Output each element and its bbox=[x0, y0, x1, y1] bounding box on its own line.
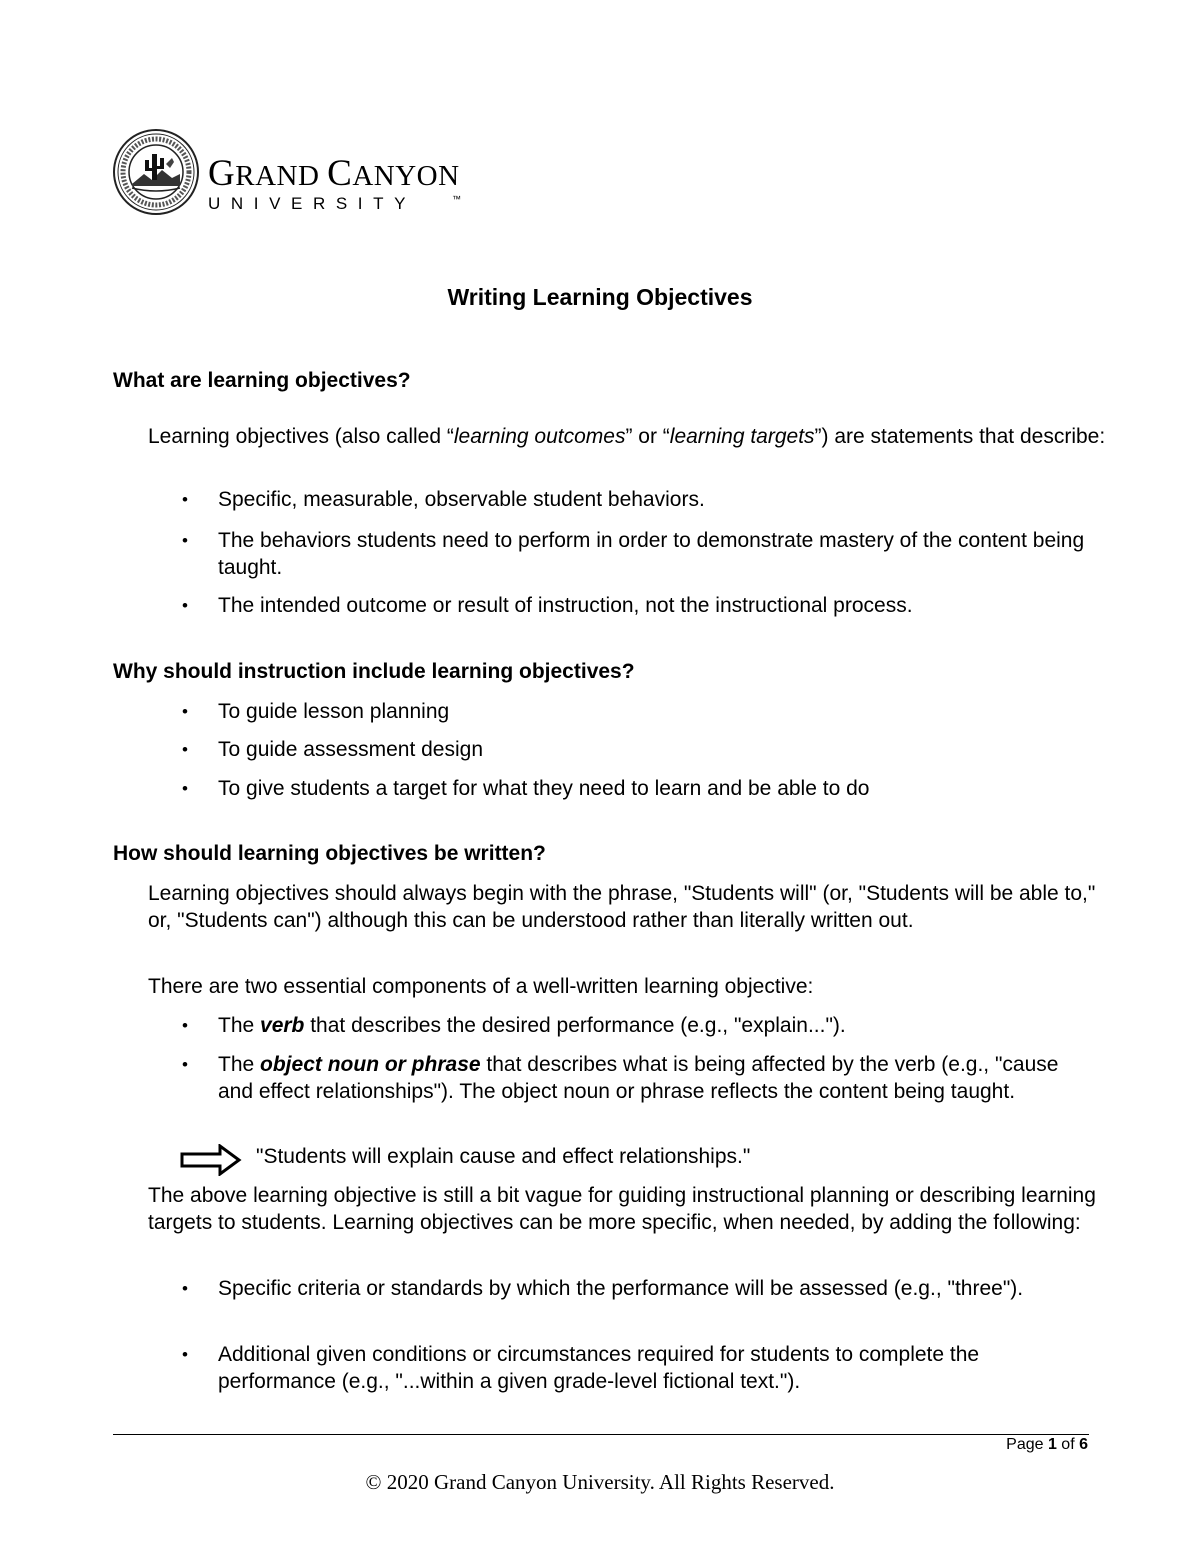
list-item: The verb that describes the desired performance (e.g., "explain..."). bbox=[218, 1014, 846, 1037]
bullet-icon: • bbox=[182, 1279, 188, 1298]
bullet-icon: • bbox=[182, 1055, 188, 1074]
university-name-wordmark: GRAND CANYON bbox=[208, 153, 460, 194]
right-arrow-icon bbox=[180, 1144, 242, 1176]
list-item: The behaviors students need to perform in order to demonstrate mastery of the content being taught. bbox=[218, 529, 1085, 579]
footer-divider bbox=[113, 1434, 1089, 1435]
list-item: Specific criteria or standards by which the performance will be assessed (e.g., "three"). bbox=[218, 1277, 1024, 1300]
trademark-symbol: ™ bbox=[452, 194, 461, 204]
paragraph: Learning objectives should always begin with the phrase, "Students will" (or, "Students will be able to," or, "Students can") although this can be understood rather than literally written out. bbox=[148, 882, 1096, 932]
bullet-icon: • bbox=[182, 779, 188, 798]
section-heading-what: What are learning objectives? bbox=[113, 369, 411, 392]
page-number: Page 1 of 6 bbox=[1006, 1436, 1088, 1453]
bullet-icon: • bbox=[182, 490, 188, 509]
example-objective: "Students will explain cause and effect relationships." bbox=[256, 1145, 751, 1168]
bullet-icon: • bbox=[182, 531, 188, 550]
section-heading-how: How should learning objectives be written? bbox=[113, 842, 546, 865]
intro-paragraph: Learning objectives (also called “learning outcomes” or “learning targets”) are statements that describe: bbox=[148, 425, 1106, 448]
university-subword: UNIVERSITY bbox=[208, 194, 417, 213]
list-item: To guide assessment design bbox=[218, 738, 483, 761]
list-item: The object noun or phrase that describes what is being affected by the verb (e.g., "cause and effect relationships"). The object noun or phrase reflects the content being taught. bbox=[218, 1053, 1059, 1103]
list-item: To guide lesson planning bbox=[218, 700, 450, 723]
bullet-icon: • bbox=[182, 702, 188, 721]
paragraph: The above learning objective is still a bit vague for guiding instructional planning or describing learning targets to students. Learning objectives can be more specific, when needed, by adding the following: bbox=[148, 1184, 1096, 1234]
page-title: Writing Learning Objectives bbox=[447, 284, 753, 310]
list-item: To give students a target for what they need to learn and be able to do bbox=[218, 777, 870, 800]
bullet-icon: • bbox=[182, 740, 188, 759]
bullet-icon: • bbox=[182, 1345, 188, 1364]
bullet-icon: • bbox=[182, 596, 188, 615]
section-heading-why: Why should instruction include learning objectives? bbox=[113, 660, 635, 683]
list-item: The intended outcome or result of instruction, not the instructional process. bbox=[218, 594, 913, 617]
bullet-icon: • bbox=[182, 1016, 188, 1035]
list-item: Specific, measurable, observable student behaviors. bbox=[218, 488, 705, 511]
paragraph: There are two essential components of a well-written learning objective: bbox=[148, 975, 814, 998]
copyright-notice: © 2020 Grand Canyon University. All Rights Reserved. bbox=[365, 1470, 835, 1494]
list-item: Additional given conditions or circumstances required for students to complete the performance (e.g., "...within a given grade-level fictional text."). bbox=[218, 1343, 980, 1393]
university-seal-icon bbox=[112, 128, 200, 216]
